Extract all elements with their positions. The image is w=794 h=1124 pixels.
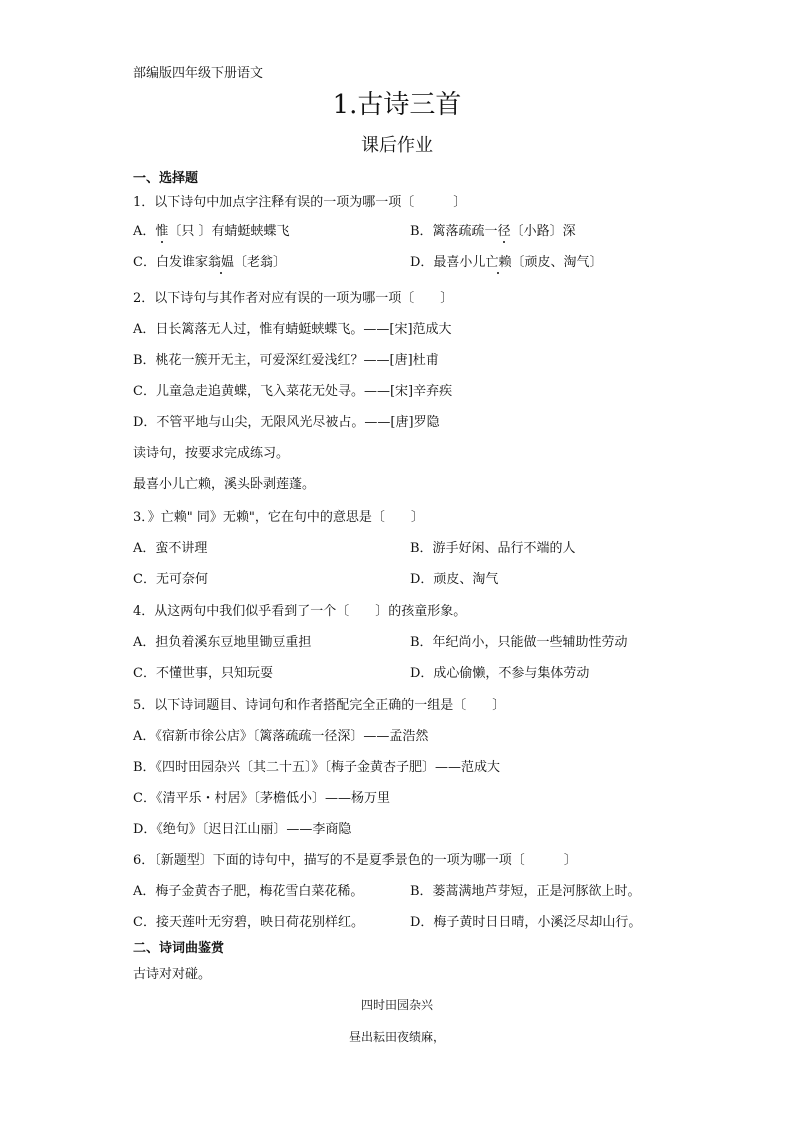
page-title: 1.古诗三首 [332, 90, 462, 120]
option-suffix: 〔老翁〕 [233, 255, 286, 270]
matching-instruction: 古诗对对碰。 [133, 967, 212, 982]
option-prefix: B．篱落疏疏一 [410, 224, 498, 239]
reading-instruction: 读诗句，按要求完成练习。 [133, 446, 290, 461]
document-header: 部编版四年级下册语文 [133, 66, 264, 81]
question-2-option-c: C．儿童急走追黄蝶，飞入菜花无处寻。——[宋]辛弃疾 [133, 384, 453, 399]
poem-line: 昼出耘田夜绩麻， [348, 1030, 445, 1044]
question-6-option-d: D．梅子黄时日日晴，小溪泛尽却山行。 [410, 915, 642, 930]
question-5-option-b: B．《四时田园杂兴〔其二十五〕》〔梅子金黄杏子肥〕——范成大 [133, 760, 501, 775]
question-6-option-a: A．梅子金黄杏子肥，梅花雪白菜花稀。 [133, 884, 364, 899]
question-5-stem: 5．以下诗词题目、诗词句和作者搭配完全正确的一组是〔 〕 [133, 698, 506, 713]
question-6-stem: 6．〔新题型〕下面的诗句中，描写的不是夏季景色的一项为哪一项〔 〕 [133, 853, 577, 868]
question-4-option-d: D．成心偷懒，不参与集体劳动 [410, 666, 590, 681]
question-3-option-c: C．无可奈何 [133, 572, 208, 587]
question-4-option-a: A．担负着溪东豆地里锄豆重担 [133, 635, 312, 650]
question-3-option-b: B．游手好闲、品行不端的人 [410, 541, 576, 556]
question-3-stem: 3．》亡赖" 同》无赖"，它在句中的意思是〔 〕 [133, 510, 424, 525]
question-2-option-d: D．不管平地与山尖，无限风光尽被占。——[唐]罗隐 [133, 415, 440, 430]
question-6-option-c: C．接天莲叶无穷碧，映日荷花别样红。 [133, 915, 364, 930]
option-prefix: C．白发谁家 [133, 255, 208, 270]
section-heading-appreciation: 二、诗词曲鉴赏 [133, 941, 225, 956]
option-prefix: A． [133, 224, 156, 239]
question-1-option-d [410, 251, 602, 270]
question-2-option-b: B．桃花一簇开无主，可爱深红爱浅红？——[唐]杜甫 [133, 353, 439, 368]
option-suffix: 〔只 〕有蜻蜓蛱蝶飞 [168, 224, 290, 239]
section-heading-choice: 一、选择题 [133, 171, 199, 186]
option-prefix: D．最喜小儿 [410, 255, 486, 270]
question-4-option-b: B．年纪尚小，只能做一些辅助性劳动 [410, 635, 628, 650]
question-5-option-d: D．《绝句》〔迟日江山丽〕——李商隐 [133, 822, 352, 837]
question-1-option-b [410, 220, 576, 239]
page-subtitle: 课后作业 [361, 135, 433, 156]
question-5-option-a: A．《宿新市徐公店》〔篱落疏疏一径深〕——孟浩然 [133, 729, 429, 744]
question-5-option-c: C．《清平乐・村居》〔茅檐低小〕——杨万里 [133, 791, 390, 806]
question-1-option-a [133, 220, 290, 239]
dotted-char: 径 [498, 220, 511, 239]
question-2-option-a: A．日长篱落无人过，惟有蜻蜓蛱蝶飞。——[宋]范成大 [133, 322, 452, 337]
option-suffix: 〔顽皮、淘气〕 [511, 255, 603, 270]
question-1-stem: 1．以下诗句中加点字注释有误的一项为哪一项〔 〕 [133, 195, 467, 210]
reading-poem-line: 最喜小儿亡赖，溪头卧剥莲蓬。 [133, 477, 316, 492]
dotted-char: 惟 [155, 220, 168, 239]
question-4-option-c: C．不懂世事，只知玩耍 [133, 666, 273, 681]
question-3-option-a: A．蛮不讲理 [133, 541, 208, 556]
poem-title: 四时田园杂兴 [360, 998, 433, 1012]
question-2-stem: 2．以下诗句与其作者对应有误的一项为哪一项〔 〕 [133, 291, 454, 306]
question-4-stem: 4．从这两句中我们似乎看到了一个〔 〕的孩童形象。 [133, 604, 467, 619]
question-6-option-b: B．蒌蒿满地芦芽短，正是河豚欲上时。 [410, 884, 641, 899]
question-3-option-d: D．顽皮、淘气 [410, 572, 499, 587]
dotted-char: 翁媪 [208, 251, 234, 270]
option-suffix: 〔小路〕深 [510, 224, 576, 239]
dotted-char: 亡赖 [485, 251, 511, 270]
question-1-option-c [133, 251, 286, 270]
